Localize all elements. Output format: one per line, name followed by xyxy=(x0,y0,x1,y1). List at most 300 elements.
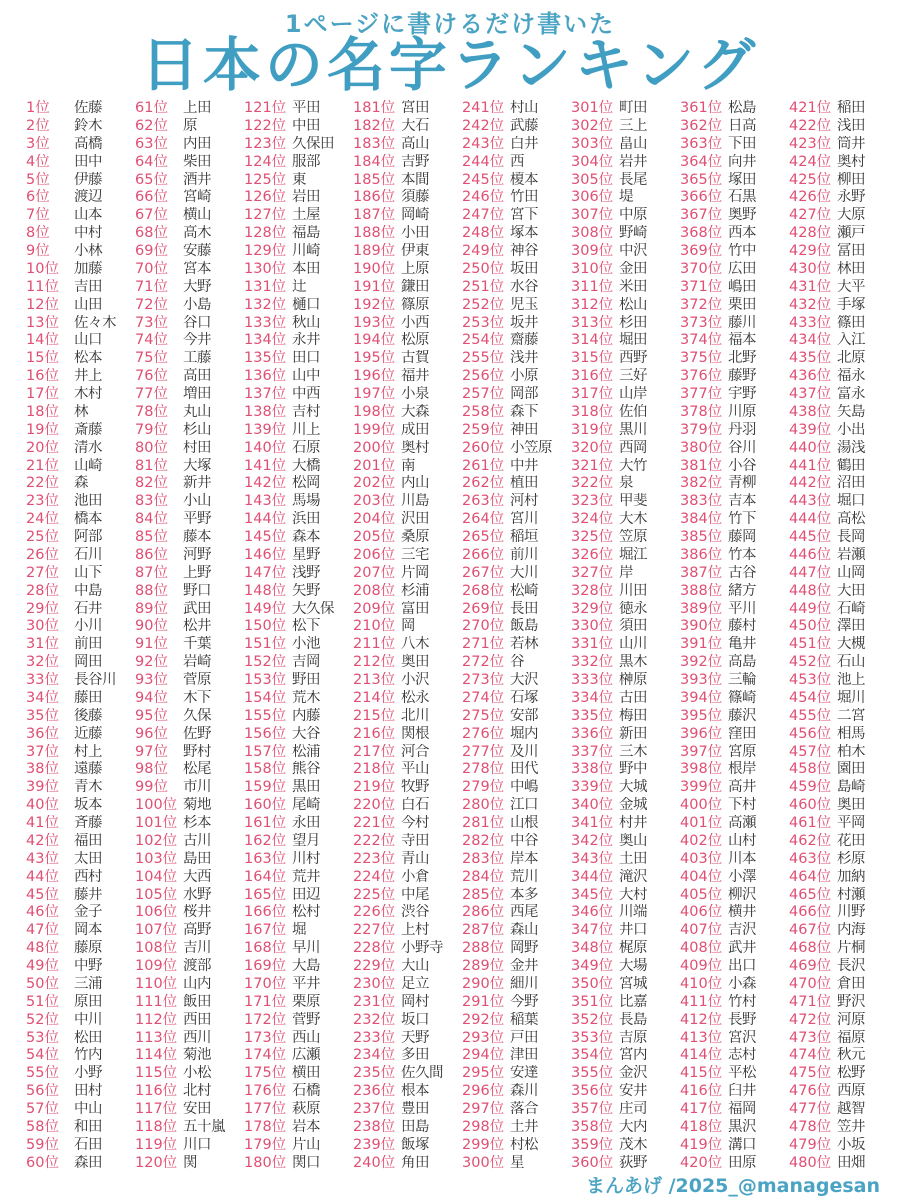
rank-number: 377位 xyxy=(680,386,723,402)
ranking-row xyxy=(680,207,789,225)
rank-number: 171位 xyxy=(244,993,287,1010)
surname: 庄司 xyxy=(619,1101,647,1117)
ranking-row xyxy=(571,458,680,476)
ranking-row xyxy=(135,869,244,887)
rank-number: 11位 xyxy=(26,278,59,295)
rank-number: 443位 xyxy=(789,493,832,510)
surname: 柳田 xyxy=(837,171,865,188)
rank-number: 25位 xyxy=(26,529,59,545)
surname: 谷 xyxy=(510,654,524,671)
ranking-row xyxy=(135,726,244,744)
surname: 高松 xyxy=(837,511,865,528)
ranking-row xyxy=(462,779,571,797)
surname: 山本 xyxy=(74,207,102,224)
ranking-row xyxy=(26,225,135,243)
ranking-row xyxy=(244,672,353,690)
ranking-row xyxy=(244,100,353,118)
rank-number: 246位 xyxy=(462,189,505,206)
ranking-row xyxy=(26,511,135,529)
surname: 安藤 xyxy=(183,243,211,259)
surname: 後藤 xyxy=(74,707,102,724)
rank-number: 417位 xyxy=(680,1101,723,1117)
surname: 辻 xyxy=(292,278,306,295)
ranking-column xyxy=(680,100,789,1178)
surname: 古賀 xyxy=(401,350,429,367)
surname: 瀬戸 xyxy=(837,225,865,242)
surname: 永井 xyxy=(292,332,320,349)
surname: 川崎 xyxy=(292,243,320,259)
rank-number: 469位 xyxy=(789,958,832,974)
surname: 角田 xyxy=(401,1154,429,1171)
ranking-row xyxy=(135,154,244,172)
surname: 小川 xyxy=(74,618,102,635)
surname: 川原 xyxy=(728,403,756,420)
rank-number: 375位 xyxy=(680,350,723,367)
rank-number: 17位 xyxy=(26,386,59,402)
rank-number: 258位 xyxy=(462,403,505,420)
ranking-row xyxy=(680,100,789,118)
ranking-column xyxy=(135,100,244,1178)
rank-number: 335位 xyxy=(571,707,614,724)
surname: 山中 xyxy=(292,368,320,385)
ranking-row xyxy=(462,207,571,225)
rank-number: 23位 xyxy=(26,493,59,510)
rank-number: 213位 xyxy=(353,672,396,688)
rank-number: 78位 xyxy=(135,403,168,420)
surname: 平川 xyxy=(728,600,756,617)
surname: 西本 xyxy=(728,225,756,242)
surname: 小出 xyxy=(837,421,865,438)
surname: 浅野 xyxy=(292,564,320,581)
surname: 富永 xyxy=(837,386,865,402)
ranking-row xyxy=(353,475,462,493)
ranking-row xyxy=(462,136,571,154)
surname: 本間 xyxy=(401,171,429,188)
ranking-row xyxy=(353,958,462,976)
rank-number: 68位 xyxy=(135,225,168,242)
rank-number: 265位 xyxy=(462,529,505,545)
ranking-row xyxy=(244,744,353,762)
rank-number: 329位 xyxy=(571,600,614,617)
rank-number: 58位 xyxy=(26,1118,59,1135)
rank-number: 315位 xyxy=(571,350,614,367)
rank-number: 12位 xyxy=(26,296,59,313)
ranking-row xyxy=(571,636,680,654)
surname: 小西 xyxy=(401,314,429,331)
rank-number: 372位 xyxy=(680,296,723,313)
rank-number: 231位 xyxy=(353,993,396,1010)
surname: 福島 xyxy=(292,225,320,242)
ranking-row xyxy=(135,261,244,279)
rank-number: 369位 xyxy=(680,243,723,259)
surname: 山内 xyxy=(183,975,211,992)
rank-number: 220位 xyxy=(353,797,396,814)
surname: 原田 xyxy=(74,993,102,1010)
rank-number: 365位 xyxy=(680,171,723,188)
surname: 石橋 xyxy=(292,1083,320,1100)
rank-number: 333位 xyxy=(571,672,614,688)
surname: 藤田 xyxy=(74,689,102,706)
ranking-row xyxy=(462,404,571,422)
surname: 三輪 xyxy=(728,672,756,688)
ranking-row xyxy=(680,940,789,958)
rank-number: 339位 xyxy=(571,779,614,796)
surname: 高島 xyxy=(728,654,756,671)
ranking-row xyxy=(680,744,789,762)
ranking-row xyxy=(353,708,462,726)
ranking-row xyxy=(244,869,353,887)
ranking-column xyxy=(26,100,135,1178)
rank-number: 2位 xyxy=(26,117,50,134)
surname: 吉本 xyxy=(728,493,756,510)
ranking-row xyxy=(680,154,789,172)
rank-number: 116位 xyxy=(135,1083,178,1100)
ranking-row xyxy=(353,315,462,333)
ranking-row xyxy=(680,368,789,386)
ranking-row xyxy=(135,744,244,762)
surname: 水野 xyxy=(183,886,211,903)
rank-number: 31位 xyxy=(26,636,59,653)
surname: 緒方 xyxy=(728,582,756,599)
surname: 中尾 xyxy=(401,886,429,903)
rank-number: 340位 xyxy=(571,797,614,814)
surname: 児玉 xyxy=(510,296,538,313)
ranking-row xyxy=(680,511,789,529)
rank-number: 248位 xyxy=(462,225,505,242)
surname: 島崎 xyxy=(837,779,865,796)
ranking-row xyxy=(571,154,680,172)
ranking-row xyxy=(26,672,135,690)
ranking-row xyxy=(26,601,135,619)
ranking-row xyxy=(789,797,898,815)
rank-number: 330位 xyxy=(571,618,614,635)
rank-number: 70位 xyxy=(135,260,168,277)
surname: 福井 xyxy=(401,368,429,385)
ranking-row xyxy=(789,1030,898,1048)
ranking-row xyxy=(789,1083,898,1101)
ranking-row xyxy=(244,601,353,619)
ranking-row xyxy=(680,1119,789,1137)
rank-number: 401位 xyxy=(680,815,723,831)
surname: 松原 xyxy=(401,332,429,349)
surname: 浜田 xyxy=(292,511,320,528)
rank-number: 244位 xyxy=(462,153,505,170)
surname: 平田 xyxy=(292,100,320,116)
ranking-row xyxy=(680,1047,789,1065)
ranking-row xyxy=(680,493,789,511)
ranking-row xyxy=(680,994,789,1012)
ranking-row xyxy=(353,172,462,190)
ranking-row xyxy=(353,529,462,547)
rank-number: 178位 xyxy=(244,1118,287,1135)
rank-number: 74位 xyxy=(135,332,168,349)
surname: 荒川 xyxy=(510,868,538,885)
surname: 高山 xyxy=(401,135,429,152)
surname: 久保田 xyxy=(292,135,334,152)
surname: 齋藤 xyxy=(510,332,538,349)
surname: 加納 xyxy=(837,868,865,885)
surname: 田島 xyxy=(401,1118,429,1135)
surname: 奥田 xyxy=(401,654,429,671)
ranking-row xyxy=(135,279,244,297)
ranking-row xyxy=(571,225,680,243)
ranking-row xyxy=(571,297,680,315)
surname: 西村 xyxy=(74,868,102,885)
ranking-row xyxy=(26,565,135,583)
rank-number: 96位 xyxy=(135,725,168,742)
ranking-row xyxy=(26,994,135,1012)
rank-number: 8位 xyxy=(26,225,50,242)
rank-number: 358位 xyxy=(571,1118,614,1135)
ranking-row xyxy=(353,136,462,154)
ranking-row xyxy=(244,207,353,225)
surname: 比嘉 xyxy=(619,993,647,1010)
ranking-row xyxy=(244,636,353,654)
surname: 荻野 xyxy=(619,1154,647,1171)
rank-number: 167位 xyxy=(244,922,287,939)
surname: 伊東 xyxy=(401,243,429,259)
ranking-row xyxy=(353,100,462,118)
rank-number: 336位 xyxy=(571,725,614,742)
surname: 安田 xyxy=(183,1101,211,1117)
surname: 高木 xyxy=(183,225,211,242)
rank-number: 199位 xyxy=(353,421,396,438)
ranking-row xyxy=(462,261,571,279)
rank-number: 69位 xyxy=(135,243,168,259)
surname: 橋本 xyxy=(74,511,102,528)
surname: 川野 xyxy=(837,904,865,921)
surname: 榎本 xyxy=(510,171,538,188)
rank-number: 109位 xyxy=(135,958,178,974)
ranking-row xyxy=(789,261,898,279)
ranking-row xyxy=(353,225,462,243)
surname: 横井 xyxy=(728,904,756,921)
ranking-row xyxy=(571,618,680,636)
rank-number: 193位 xyxy=(353,314,396,331)
ranking-row xyxy=(789,672,898,690)
rank-number: 474位 xyxy=(789,1047,832,1064)
surname: 藤井 xyxy=(74,886,102,903)
ranking-row xyxy=(571,189,680,207)
rank-number: 394位 xyxy=(680,689,723,706)
ranking-row xyxy=(353,922,462,940)
ranking-row xyxy=(353,386,462,404)
ranking-row xyxy=(244,1065,353,1083)
rank-number: 186位 xyxy=(353,189,396,206)
ranking-row xyxy=(353,887,462,905)
ranking-row xyxy=(244,422,353,440)
surname: 福原 xyxy=(837,1029,865,1046)
surname: 西野 xyxy=(619,350,647,367)
ranking-row xyxy=(462,904,571,922)
surname: 畠山 xyxy=(619,135,647,152)
surname: 浅田 xyxy=(837,117,865,134)
surname: 岩田 xyxy=(292,189,320,206)
rank-number: 163位 xyxy=(244,850,287,867)
rank-number: 260位 xyxy=(462,439,505,456)
surname: 藤本 xyxy=(183,529,211,545)
ranking-row xyxy=(571,1047,680,1065)
rank-number: 424位 xyxy=(789,153,832,170)
ranking-row xyxy=(571,350,680,368)
rank-number: 222位 xyxy=(353,832,396,849)
ranking-row xyxy=(244,154,353,172)
surname: 松岡 xyxy=(292,475,320,492)
ranking-row xyxy=(244,1012,353,1030)
surname: 菊池 xyxy=(183,1047,211,1064)
surname: 北原 xyxy=(837,350,865,367)
rank-number: 113位 xyxy=(135,1029,178,1046)
surname: 小笠原 xyxy=(510,439,552,456)
page-title: 日本の名字ランキング xyxy=(140,31,760,99)
ranking-row xyxy=(680,261,789,279)
rank-number: 307位 xyxy=(571,207,614,224)
ranking-row xyxy=(244,565,353,583)
ranking-row xyxy=(571,761,680,779)
surname: 江口 xyxy=(510,797,538,814)
rank-number: 430位 xyxy=(789,260,832,277)
ranking-row xyxy=(353,744,462,762)
rank-number: 16位 xyxy=(26,368,59,385)
rank-number: 277位 xyxy=(462,743,505,760)
rank-number: 53位 xyxy=(26,1029,59,1046)
surname: 岡崎 xyxy=(401,207,429,224)
surname: 堀川 xyxy=(837,689,865,706)
ranking-row xyxy=(462,332,571,350)
rank-number: 396位 xyxy=(680,725,723,742)
rank-number: 415位 xyxy=(680,1065,723,1082)
surname: 松田 xyxy=(74,1029,102,1046)
surname: 小池 xyxy=(292,636,320,653)
surname: 竹本 xyxy=(728,546,756,563)
ranking-row xyxy=(462,618,571,636)
ranking-row xyxy=(462,583,571,601)
rank-number: 242位 xyxy=(462,117,505,134)
ranking-row xyxy=(680,136,789,154)
rank-number: 326位 xyxy=(571,546,614,563)
rank-number: 149位 xyxy=(244,600,287,617)
surname: 小田 xyxy=(401,225,429,242)
rank-number: 170位 xyxy=(244,975,287,992)
ranking-row xyxy=(462,636,571,654)
ranking-row xyxy=(26,547,135,565)
rank-number: 376位 xyxy=(680,368,723,385)
ranking-row xyxy=(571,1083,680,1101)
ranking-row xyxy=(26,726,135,744)
surname: 黒田 xyxy=(292,779,320,796)
rank-number: 269位 xyxy=(462,600,505,617)
ranking-row xyxy=(680,797,789,815)
surname: 三好 xyxy=(619,368,647,385)
rank-number: 420位 xyxy=(680,1154,723,1171)
rank-number: 64位 xyxy=(135,153,168,170)
ranking-row xyxy=(244,887,353,905)
surname: 徳永 xyxy=(619,600,647,617)
rank-number: 462位 xyxy=(789,832,832,849)
rank-number: 5位 xyxy=(26,171,50,188)
rank-number: 191位 xyxy=(353,278,396,295)
rank-number: 156位 xyxy=(244,725,287,742)
surname: 若林 xyxy=(510,636,538,653)
ranking-row xyxy=(571,136,680,154)
rank-number: 185位 xyxy=(353,171,396,188)
surname: 小坂 xyxy=(837,1136,865,1153)
ranking-row xyxy=(462,958,571,976)
rank-number: 325位 xyxy=(571,529,614,545)
surname: 古田 xyxy=(619,689,647,706)
rank-number: 467位 xyxy=(789,922,832,939)
surname: 野口 xyxy=(183,582,211,599)
surname: 奥田 xyxy=(837,797,865,814)
surname: 大久保 xyxy=(292,600,334,617)
ranking-row xyxy=(571,279,680,297)
ranking-row xyxy=(462,493,571,511)
surname: 植田 xyxy=(510,475,538,492)
surname: 井上 xyxy=(74,368,102,385)
rank-number: 133位 xyxy=(244,314,287,331)
surname: 鈴木 xyxy=(74,117,102,134)
rank-number: 184位 xyxy=(353,153,396,170)
rank-number: 321位 xyxy=(571,457,614,474)
ranking-row xyxy=(462,833,571,851)
ranking-row xyxy=(244,994,353,1012)
ranking-row xyxy=(571,1030,680,1048)
rank-number: 137位 xyxy=(244,386,287,402)
rank-number: 291位 xyxy=(462,993,505,1010)
ranking-row xyxy=(789,618,898,636)
surname: 今村 xyxy=(401,815,429,831)
rank-number: 24位 xyxy=(26,511,59,528)
rank-number: 121位 xyxy=(244,100,287,116)
surname: 樋口 xyxy=(292,296,320,313)
surname: 大場 xyxy=(619,958,647,974)
ranking-row xyxy=(26,297,135,315)
rank-number: 151位 xyxy=(244,636,287,653)
ranking-row xyxy=(680,654,789,672)
ranking-row xyxy=(353,994,462,1012)
surname: 長野 xyxy=(728,1011,756,1028)
surname: 入江 xyxy=(837,332,865,349)
surname: 前田 xyxy=(74,636,102,653)
rank-number: 319位 xyxy=(571,421,614,438)
surname: 青柳 xyxy=(728,475,756,492)
rank-number: 378位 xyxy=(680,403,723,420)
surname: 桑原 xyxy=(401,529,429,545)
ranking-row xyxy=(462,368,571,386)
ranking-row xyxy=(353,458,462,476)
surname: 園田 xyxy=(837,761,865,778)
ranking-row xyxy=(462,547,571,565)
ranking-row xyxy=(353,672,462,690)
ranking-row xyxy=(353,583,462,601)
ranking-row xyxy=(26,1030,135,1048)
rank-number: 480位 xyxy=(789,1154,832,1171)
ranking-row xyxy=(26,154,135,172)
surname: 小澤 xyxy=(728,868,756,885)
ranking-row xyxy=(135,601,244,619)
surname: 岡村 xyxy=(401,993,429,1010)
ranking-row xyxy=(571,583,680,601)
surname: 根岸 xyxy=(728,761,756,778)
rank-number: 33位 xyxy=(26,672,59,688)
rank-number: 104位 xyxy=(135,868,178,885)
surname: 青山 xyxy=(401,850,429,867)
ranking-row xyxy=(244,511,353,529)
rank-number: 117位 xyxy=(135,1101,178,1117)
ranking-row xyxy=(789,1155,898,1173)
rank-number: 63位 xyxy=(135,135,168,152)
ranking-row xyxy=(680,565,789,583)
